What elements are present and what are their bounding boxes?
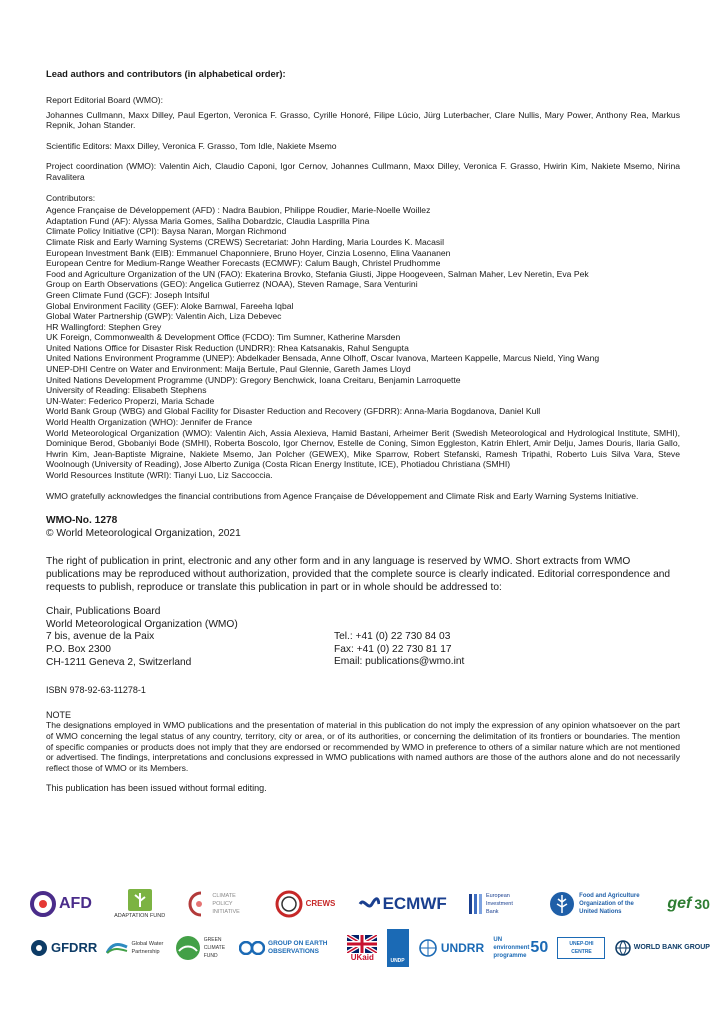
contributor-entry: UN-Water: Federico Properzi, Maria Schade [46,395,215,406]
editorial-board-names: Johannes Cullmann, Maxx Dilley, Paul Egerton, Veronica F. Grasso, Cyrille Honoré, Filipe Lúcio, Jürg Luterbacher, Clare Nullis, Mary Power, Anthony Rea, Markus Repnik, Johan Stander. [46,109,680,131]
gcf-logo [175,935,230,961]
contributor-entry: United Nations Office for Disaster Risk Reduction (UNDRR): Rhea Katsanakis, Rahul Sengupta [46,342,409,353]
contributor-entry: United Nations Environment Programme (UNEP): Abdelkader Bensada, Anne Olhoff, Oscar Ivanova, Marteen Kappelle, Marcus Nield, Ying Wang [46,353,600,364]
unep-label: UN environment programme [493,937,530,959]
partner-logos-row-2 [30,930,710,966]
address-line: Chair, Publications Board [46,606,161,618]
contributor-entry: UNEP-DHI Centre on Water and Environment: Maija Bertule, Paul Glennie, Gareth James Lloyd [46,364,411,375]
cpi-icon [187,891,209,917]
isbn: ISBN 978-92-63-11278-1 [46,685,146,696]
unep-dhi-box [557,937,605,959]
note-text: The designations employed in WMO publications and the presentation of material in this publication do not imply the expression of any opinion whatsoever on the part of WMO concerning the legal status of any country, territory, city or area, or of its authorities, or concerning the delimitation of its frontiers or boundaries. The mention of specific companies or products does not imply that they are endorsed or recommended by WMO in preference to others of a similar nature which are not mentioned or advertised. The findings, interpretations and conclusions expressed in WMO publications with named authors are those of the authors alone and do not necessarily reflect those of WMO or its Members. [46,720,680,773]
wbg-label: WORLD BANK GROUP [633,944,710,951]
contributor-entry: Global Environment Facility (GEF): Aloke Barnwal, Fareeha Iqbal [46,300,294,311]
gfdrr-logo [30,939,97,957]
eib-label: European Investment Bank [485,893,513,915]
ecmwf-logo [358,894,447,913]
project-coordination: Project coordination (WMO): Valentin Aich, Claudio Caponi, Igor Cernov, Johannes Cullmann, Maxx Dilley, Veronica F. Grasso, Hwirin Kim, Nakiete Msemo, Nirina Ravalitera [46,161,680,182]
gfdrr-label: GFDRR [51,940,98,955]
undrr-label: UNDRR [440,941,485,955]
editorial-board [46,95,680,131]
copyright: © World Meteorological Organization, 2021 [46,527,241,539]
no-editing-notice: This publication has been issued without formal editing. [46,783,267,794]
crews-logo [275,890,336,918]
wbg-globe-icon [615,940,631,956]
undp-label: UNDP [390,958,405,964]
address-line: 7 bis, avenue de la Paix [46,631,155,643]
contributors-list [46,205,680,480]
undp-box [387,929,409,967]
wmo-number: WMO-No. 1278 [46,515,118,527]
document-body [46,68,680,794]
contributor-entry: Climate Policy Initiative (CPI): Baysa Naran, Morgan Richmond [46,226,287,237]
contributor-entry: Adaptation Fund (AF): Alyssa Maria Gomes, Saliha Dobardzic, Claudia Lasprilla Pina [46,215,370,226]
geo-icon [239,941,265,955]
unep-logo [493,936,548,960]
gfdrr-icon [30,939,48,957]
address-line: CH-1211 Geneva 2, Switzerland [46,656,192,668]
gwp-label: Global Water Partnership [131,941,164,955]
scientific-editors: Scientific Editors: Maxx Dilley, Veronica F. Grasso, Tom Idle, Nakiete Msemo [46,140,337,151]
telephone: Tel.: +41 (0) 22 730 84 03 [334,631,451,643]
ukaid-logo [347,935,377,962]
unep-dhi-label: UNEP-DHI CENTRE [569,941,594,955]
contributor-entry: World Meteorological Organization (WMO): Valentin Aich, Assia Alexieva, Hamid Bastani, Arheimer Berit (Swedish Meteorological and Hydrological Institute, SMHI), Dominique Berod, Gbobaniyi Bode (SMHI), Roberta Boscolo, Igor Chernov, Estelle de Coning, Simon Eggleston, Katrin Ehlert, Amir Delju, James Douris, Ilaria Gallo, Hwrin Kim, Jean-Baptiste Migraine, Nakiete Msemo, Jan Polcher (GEWEX), Mike Sparrow, Robert Stefanski, Ramesh Tripathi, Roberto Luis Silva Vara, Steve Woolnough (University of Reading), Jose Alberto Zuniga (Costa Rican Energy Institute, ICE), Photiadou Christiana (SMHI) [46,427,680,470]
contributor-entry: UK Foreign, Commonwealth & Development Office (FCDO): Tim Sumner, Katherine Marsden [46,332,401,343]
adaptation-fund-logo [114,889,165,920]
gef-logo [667,895,710,912]
fao-label: Food and Agriculture Organization of the United Nations [579,893,640,915]
geo-label: GROUP ON EARTH OBSERVATIONS [268,940,328,955]
editorial-board-title: Report Editorial Board (WMO): [46,95,164,105]
contributor-entry: Green Climate Fund (GCF): Joseph Intsiful [46,289,210,300]
afd-label: AFD [59,895,92,912]
cpi-label: CLIMATE POLICY INITIATIVE [212,893,240,915]
ecmwf-label: ECMWF [382,894,447,913]
contributor-entry: World Resources Institute (WRI): Tianyi Luo, Liz Saccoccia. [46,470,273,480]
unep-dhi-logo [557,937,605,959]
un-emblem-icon [418,938,438,958]
address-line: P.O. Box 2300 [46,643,111,655]
gef-years-label: 30 [694,896,710,912]
fao-logo [548,890,645,918]
address-line: World Meteorological Organization (WMO) [46,618,238,630]
contributors-section [46,193,680,481]
afd-logo [30,891,92,917]
contributor-entry: World Bank Group (WBG) and Global Facility for Disaster Reduction and Recovery (GFDRR): Anna-Maria Bogdanova, Daniel Kull [46,406,541,417]
cpi-logo [187,891,252,917]
ecmwf-icon [358,897,380,911]
afd-icon [30,891,56,917]
contributor-entry: HR Wallingford: Stephen Grey [46,321,162,332]
acknowledgement: WMO gratefully acknowledges the financial contributions from Agence Française de Développement and Climate Risk and Early Warning Systems Initiative. [46,490,639,501]
rights-statement: The right of publication in print, electronic and any other form and in any language is reserved by WMO. Short extracts from WMO publications may be reproduced without authorization, provided that the complete source is clearly indicated. Editorial correspondence and requests to publish, reproduce or translate this publication in part or in whole should be addressed to: [46,556,671,593]
fax: Fax: +41 (0) 22 730 81 17 [334,643,452,655]
gcf-icon [175,935,201,961]
unep-fifty-label: 50 [530,939,549,956]
eib-icon [469,894,483,914]
gwp-icon [106,941,128,955]
postal-address [46,606,334,669]
fao-icon [548,890,576,918]
crews-icon [275,890,303,918]
contributor-entry: Climate Risk and Early Warning Systems (CREWS) Secretariat: John Harding, Maria Lourdes K. Macasil [46,236,444,247]
adaptation-fund-label: ADAPTATION FUND [114,912,166,919]
contributor-entry: European Investment Bank (EIB): Emmanuel Chaponniere, Bruno Hoyer, Cinzia Losenno, Elina Vaananen [46,247,451,258]
gef-label: gef [667,895,692,912]
contact-details [334,606,464,669]
undp-logo [387,929,409,967]
contributor-entry: Group on Earth Observations (GEO): Angelica Gutierrez (NOAA), Steven Ramage, Sara Venturini [46,279,418,290]
contributors-title: Contributors: [46,192,96,203]
contributors-heading: Lead authors and contributors (in alphabetical order): [46,68,286,79]
contributor-entry: European Centre for Medium-Range Weather Forecasts (ECMWF): Calum Baugh, Christel Prudhomme [46,258,441,269]
contributor-entry: Global Water Partnership (GWP): Valentin Aich, Liza Debevec [46,311,282,322]
ukaid-label: UKaid [350,952,374,962]
email[interactable]: Email: publications@wmo.int [334,656,465,668]
union-flag-icon [347,935,377,953]
contributor-entry: United Nations Development Programme (UNDP): Gregory Benchwick, Ioana Creitaru, Benjamin Larroquette [46,374,461,385]
partner-logos-row-1 [30,884,710,924]
gwp-logo [106,940,165,956]
contributor-entry: World Health Organization (WHO): Jennifer de France [46,417,253,428]
note-title: NOTE [46,709,72,720]
wbg-logo [615,940,710,956]
contributor-entry: Agence Française de Développement (AFD) : Nadra Baubion, Philippe Roudier, Marie-Noelle Woillez [46,205,431,216]
eib-logo [469,892,526,916]
adaptation-fund-icon [128,889,152,911]
crews-label: CREWS [305,899,336,908]
contributor-entry: Food and Agriculture Organization of the UN (FAO): Ekaterina Brovko, Stefania Giusti, Jippe Hoogeveen, Salman Maher, Lev Neretin, Eva Pek [46,268,589,279]
undrr-logo [418,938,484,958]
address-block [46,606,680,669]
geo-logo [239,940,338,956]
gcf-label: GREEN CLIMATE FUND [203,937,226,959]
contributor-entry: University of Reading: Elisabeth Stephens [46,385,207,396]
